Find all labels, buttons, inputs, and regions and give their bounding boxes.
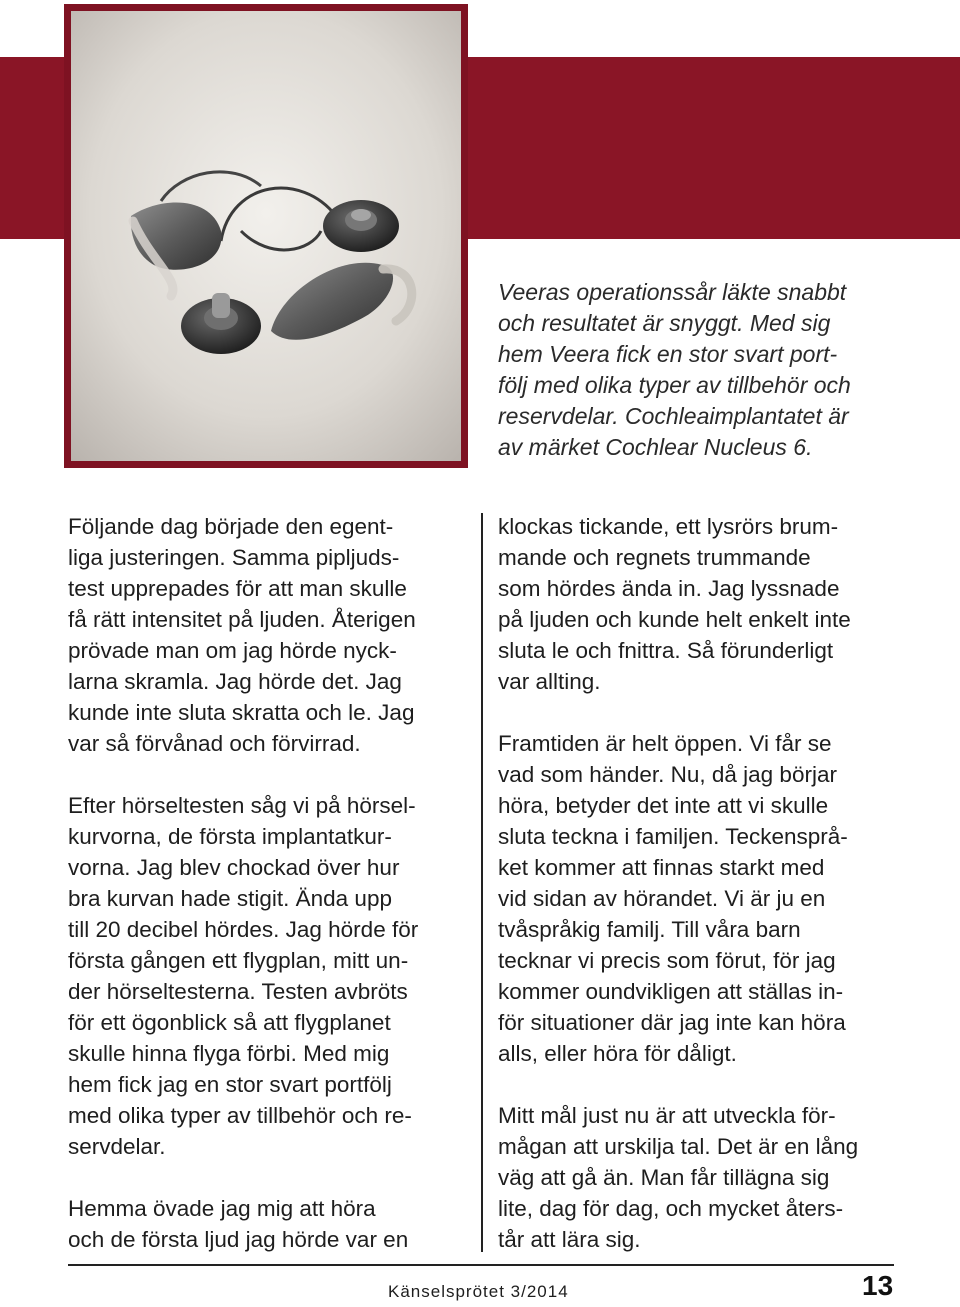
caption-line: och resultatet är snyggt. Med sig bbox=[498, 310, 831, 336]
text-line: klockas tickande, ett lysrörs brum- bbox=[498, 514, 839, 539]
caption-line: Veeras operationssår läkte snabbt bbox=[498, 279, 847, 305]
publication-name: Känselsprötet 3/2014 bbox=[388, 1282, 569, 1301]
paragraph bbox=[68, 1193, 464, 1255]
caption-line: följ med olika typer av tillbehör och bbox=[498, 372, 851, 398]
text-line: tvåspråkig familj. Till våra barn bbox=[498, 917, 801, 942]
footer-rule bbox=[68, 1264, 894, 1266]
text-line: test upprepades för att man skulle bbox=[68, 576, 407, 601]
text-line: Hemma övade jag mig att höra bbox=[68, 1196, 376, 1221]
paragraph bbox=[68, 511, 464, 759]
photo-frame bbox=[64, 4, 468, 468]
text-line: sluta teckna i familjen. Teckensprå- bbox=[498, 824, 848, 849]
text-line: lite, dag för dag, och mycket åters- bbox=[498, 1196, 844, 1221]
text-line: prövade man om jag hörde nyck- bbox=[68, 638, 397, 663]
paragraph bbox=[498, 511, 894, 697]
text-line: ket kommer att finnas starkt med bbox=[498, 855, 825, 880]
right-text-column bbox=[498, 511, 894, 1286]
text-line: vad som händer. Nu, då jag börjar bbox=[498, 762, 837, 787]
text-line: mande och regnets trummande bbox=[498, 545, 811, 570]
text-line: skulle hinna flyga förbi. Med mig bbox=[68, 1041, 390, 1066]
column-divider bbox=[481, 513, 483, 1252]
paragraph bbox=[498, 728, 894, 1069]
text-line: som hördes ända in. Jag lyssnade bbox=[498, 576, 840, 601]
page-number: 13 bbox=[862, 1270, 894, 1301]
text-line: till 20 decibel hördes. Jag hörde för bbox=[68, 917, 419, 942]
text-line: servdelar. bbox=[68, 1134, 166, 1159]
text-line: tår att lära sig. bbox=[498, 1227, 641, 1252]
text-line: få rätt intensitet på ljuden. Återigen bbox=[68, 607, 416, 632]
text-line: Följande dag började den egent- bbox=[68, 514, 394, 539]
text-line: liga justeringen. Samma pipljuds- bbox=[68, 545, 400, 570]
text-line: der hörseltesterna. Testen avbröts bbox=[68, 979, 408, 1004]
caption-line: reservdelar. Cochleaimplantatet är bbox=[498, 403, 849, 429]
text-line: var så förvånad och förvirrad. bbox=[68, 731, 361, 756]
text-line: bra kurvan hade stigit. Ända upp bbox=[68, 886, 392, 911]
text-line: och de första ljud jag hörde var en bbox=[68, 1227, 409, 1252]
text-line: var allting. bbox=[498, 669, 601, 694]
text-line: Efter hörseltesten såg vi på hörsel- bbox=[68, 793, 416, 818]
text-line: med olika typer av tillbehör och re- bbox=[68, 1103, 412, 1128]
text-line: väg att gå än. Man får tillägna sig bbox=[498, 1165, 830, 1190]
text-line: på ljuden och kunde helt enkelt inte bbox=[498, 607, 851, 632]
text-line: för situationer där jag inte kan höra bbox=[498, 1010, 846, 1035]
paragraph bbox=[498, 1100, 894, 1255]
text-line: alls, eller höra för dåligt. bbox=[498, 1041, 737, 1066]
text-line: mågan att urskilja tal. Det är en lång bbox=[498, 1134, 859, 1159]
text-line: tecknar vi precis som förut, för jag bbox=[498, 948, 836, 973]
left-text-column bbox=[68, 511, 464, 1286]
text-line: för ett ögonblick så att flygplanet bbox=[68, 1010, 391, 1035]
paragraph bbox=[68, 790, 464, 1162]
text-line: Mitt mål just nu är att utveckla för- bbox=[498, 1103, 836, 1128]
text-line: första gången ett flygplan, mitt un- bbox=[68, 948, 409, 973]
cochlear-implant-photo bbox=[71, 11, 461, 461]
photo-caption bbox=[498, 277, 938, 463]
text-line: vid sidan av hörandet. Vi är ju en bbox=[498, 886, 826, 911]
text-line: kunde inte sluta skratta och le. Jag bbox=[68, 700, 415, 725]
caption-line: av märket Cochlear Nucleus 6. bbox=[498, 434, 813, 460]
text-line: kurvorna, de första implantatkur- bbox=[68, 824, 392, 849]
caption-line: hem Veera fick en stor svart port- bbox=[498, 341, 838, 367]
text-line: Framtiden är helt öppen. Vi får se bbox=[498, 731, 832, 756]
text-line: sluta le och fnittra. Så förunderligt bbox=[498, 638, 834, 663]
text-line: larna skramla. Jag hörde det. Jag bbox=[68, 669, 402, 694]
text-line: kommer oundvikligen att ställas in- bbox=[498, 979, 844, 1004]
text-line: hem fick jag en stor svart portfölj bbox=[68, 1072, 392, 1097]
caption-text bbox=[498, 277, 938, 463]
text-line: höra, betyder det inte att vi skulle bbox=[498, 793, 829, 818]
text-line: vorna. Jag blev chockad över hur bbox=[68, 855, 400, 880]
